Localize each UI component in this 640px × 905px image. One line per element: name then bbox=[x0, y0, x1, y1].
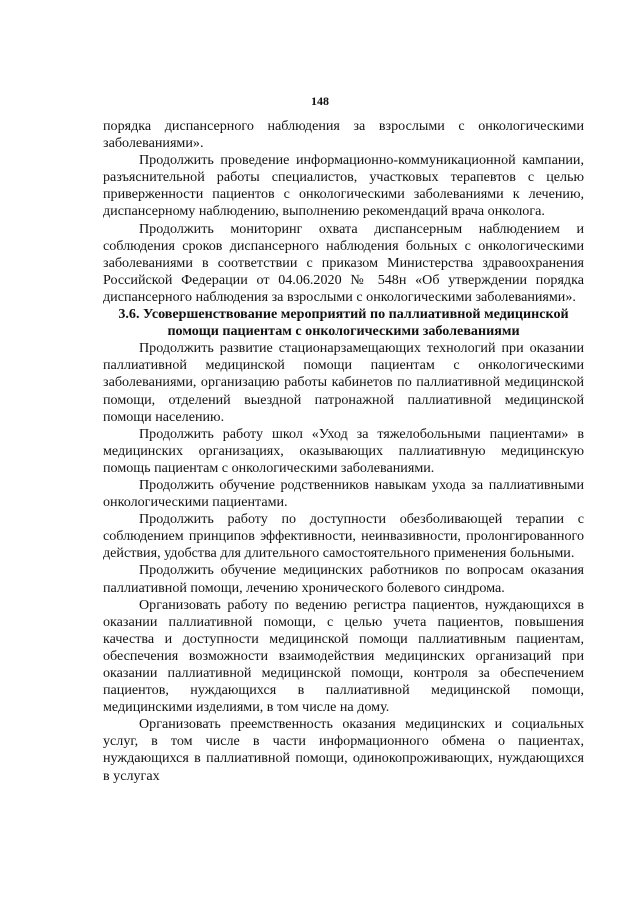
paragraph: Продолжить работу по доступности обезболивающей терапии с соблюдением принципов эффективности, неинвазивности, пролонгированного действия, удобства для длительного самостоятельного применения больными. bbox=[103, 511, 584, 562]
paragraph: Продолжить мониторинг охвата диспансерным наблюдением и соблюдения сроков диспансерного наблюдения больных с онкологическими заболеваниями в соответствии с приказом Министерства здравоохранения Российской Федерации от 04.06.2020 № 548н «Об утверждении порядка диспансерного наблюдения за взрослыми с онкологическими заболеваниями». bbox=[103, 220, 584, 305]
section-heading: 3.6. Усовершенствование мероприятий по паллиативной медицинской помощи пациентам с онкологическими заболеваниями bbox=[118, 306, 569, 340]
paragraph: Продолжить развитие стационарзамещающих технологий при оказании паллиативной медицинской помощи пациентам с онкологическими заболеваниями, организацию работы кабинетов по паллиативной медицинской помощи, отделений выездной патронажной паллиативной медицинской помощи населению. bbox=[103, 340, 584, 425]
paragraph: Продолжить работу школ «Уход за тяжелобольными пациентами» в медицинских организациях, оказывающих паллиативную медицинскую помощь пациентам с онкологическими заболеваниями. bbox=[103, 425, 584, 476]
document-body bbox=[103, 118, 584, 785]
paragraph-continuation: порядка диспансерного наблюдения за взрослыми с онкологическими заболеваниями». bbox=[103, 118, 584, 152]
paragraph: Продолжить обучение родственников навыкам ухода за паллиативными онкологическими пациентами. bbox=[103, 476, 584, 511]
paragraph: Продолжить проведение информационно-коммуникационной кампании, разъяснительной работы специалистов, участковых терапевтов с целью приверженности пациентов с онкологическими заболеваниями к лечению, диспансерному наблюдению, выполнению рекомендаций врача онколога. bbox=[103, 152, 584, 220]
paragraph: Организовать преемственность оказания медицинских и социальных услуг, в том числе в части информационного обмена о пациентах, нуждающихся в паллиативной помощи, одинокопроживающих, нуждающихся в услугах bbox=[103, 716, 584, 784]
paragraph: Продолжить обучение медицинских работников по вопросам оказания паллиативной помощи, лечению хронического болевого синдрома. bbox=[103, 562, 584, 596]
page-number: 148 bbox=[311, 94, 329, 108]
paragraph: Организовать работу по ведению регистра пациентов, нуждающихся в оказании паллиативной помощи, с целью учета пациентов, повышения качества и доступности медицинской помощи паллиативным пациентам, обеспечения возможности взаимодействия медицинских организаций при оказании паллиативной медицинской помощи, контроля за обеспечением пациентов, нуждающихся в паллиативной медицинской помощи, медицинскими изделиями, в том числе на дому. bbox=[103, 596, 584, 716]
